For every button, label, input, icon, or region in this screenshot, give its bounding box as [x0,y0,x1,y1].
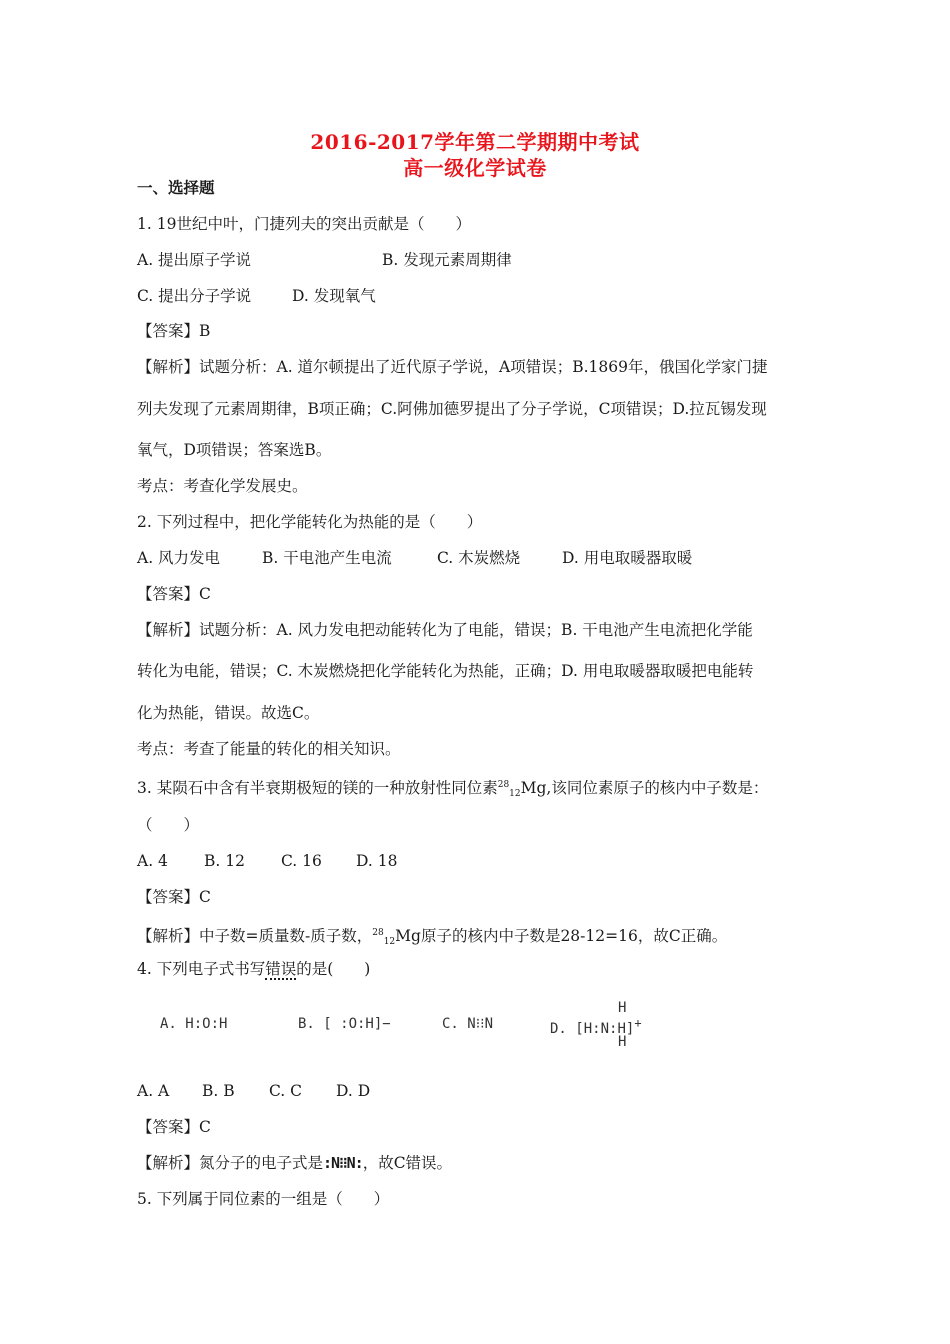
q1-answer: 【答案】B [137,322,211,340]
q1-options-row2 [137,286,376,306]
q4-stem-text: 4. 下列电子式书写 [137,960,266,978]
q2-analysis-line2: 转化为电能，错误；C. 木炭燃烧把化学能转化为热能，正确；D. 用电取暖器取暖把电能转 [137,662,754,680]
q3-option-c: C. 16 [281,852,322,870]
section-heading: 一、选择题 [137,178,215,197]
q4-stem [137,959,370,979]
q3-element-symbol: Mg [520,779,547,797]
q1-stem: 1. 19世纪中叶，门捷列夫的突出贡献是（ ） [137,215,471,233]
q1-kaodian: 考点：考查化学发展史。 [137,477,308,495]
q1-analysis-line1: 【解析】试题分析：A. 道尔顿提出了近代原子学说，A项错误；B.1869年，俄国化学家门捷 [137,358,768,376]
q3-answer: 【答案】C [137,888,211,906]
q3-atomic-number: 12 [509,789,521,799]
lewis-d-bottom-h: H [618,1034,627,1050]
q4-stem-emphasis: 错误 [265,960,297,978]
q3-blank: （ ） [137,816,200,834]
q2-kaodian: 考点：考查了能量的转化的相关知识。 [137,740,401,758]
q1-option-d: D. 发现氧气 [292,287,376,305]
q3-options [137,851,397,871]
q4-option-d: D. D [336,1082,371,1100]
q3-option-b: B. 12 [204,852,245,870]
q4-answer: 【答案】C [137,1118,211,1136]
q1-option-c: C. 提出分子学说 [137,287,252,305]
lewis-d-charge: + [634,1016,642,1030]
q4-option-a: A. A [137,1082,170,1100]
lewis-d [550,1016,642,1037]
q3-analysis-text: 【解析】中子数=质量数-质子数， [137,927,373,945]
q5-stem: 5. 下列属于同位素的一组是（ ） [137,1190,390,1208]
q1-option-a: A. 提出原子学说 [137,251,252,269]
exam-subtitle: 高一级化学试卷 [403,156,547,180]
q4-analysis [137,1153,452,1173]
q3-stem-text-end: ,该同位素原子的核内中子数是： [546,779,769,797]
q2-analysis-line3: 化为热能，错误。故选C。 [137,704,320,722]
q4-analysis-text: 【解析】氮分子的电子式是 [137,1154,324,1172]
q1-analysis-line3: 氧气，D项错误；答案选B。 [137,441,332,459]
q3-analysis [137,923,727,952]
q4-analysis-text-end: ，故C错误。 [362,1154,453,1172]
q1-option-b: B. 发现元素周期律 [382,251,512,269]
lewis-b [298,1016,391,1032]
q2-stem: 2. 下列过程中，把化学能转化为热能的是（ ） [137,513,483,531]
q3-mass-number: 28 [497,780,510,790]
q3-option-d: D. 18 [356,852,398,870]
q4-lewis-structures-image [160,1002,720,1072]
q2-option-a: A. 风力发电 [137,549,221,567]
q3-analysis-text-end: 原子的核内中子数是28-12=16，故C正确。 [420,927,728,945]
q2-option-d: D. 用电取暖器取暖 [562,549,693,567]
q3-option-a: A. 4 [137,852,168,870]
q2-answer: 【答案】C [137,585,211,603]
q2-options [137,548,692,568]
q4-stem-text-end: 的是( ) [296,960,371,978]
lewis-d-left: D. [H: [550,1021,601,1037]
lewis-d-right: :H] [609,1021,635,1037]
q3-analysis-mass: 28 [372,928,384,938]
lewis-d-center: N [600,1021,610,1037]
q3-stem-text: 3. 某陨石中含有半衰期极短的镁的一种放射性同位素 [137,779,498,797]
lewis-b-formula: B. [ :O:H] [298,1016,383,1032]
lewis-d-top-h: H [618,1000,627,1016]
q4-option-b: B. B [202,1082,235,1100]
exam-title: 2016-2017学年第二学期期中考试 [310,130,640,154]
q2-analysis-line1: 【解析】试题分析：A. 风力发电把动能转化为了电能，错误；B. 干电池产生电流把化学能 [137,621,753,639]
q3-analysis-symbol: Mg [395,927,421,945]
q3-stem [137,775,768,804]
q4-options [137,1081,370,1101]
n2-lewis-formula: :N⁝⁝N: [323,1154,363,1172]
lewis-a: A. H:O:H [160,1016,228,1032]
q1-analysis-line2: 列夫发现了元素周期律，B项正确；C.阿佛加德罗提出了分子学说，C项错误；D.拉瓦锡发现 [137,400,767,418]
q2-option-b: B. 干电池产生电流 [262,549,392,567]
q3-analysis-atomic: 12 [383,937,396,947]
q1-options-row1 [137,250,512,270]
q2-option-c: C. 木炭燃烧 [437,549,521,567]
lewis-c: C. N⁝⁝N [442,1016,494,1032]
q4-option-c: C. C [269,1082,303,1100]
lewis-b-charge: − [382,1016,391,1032]
